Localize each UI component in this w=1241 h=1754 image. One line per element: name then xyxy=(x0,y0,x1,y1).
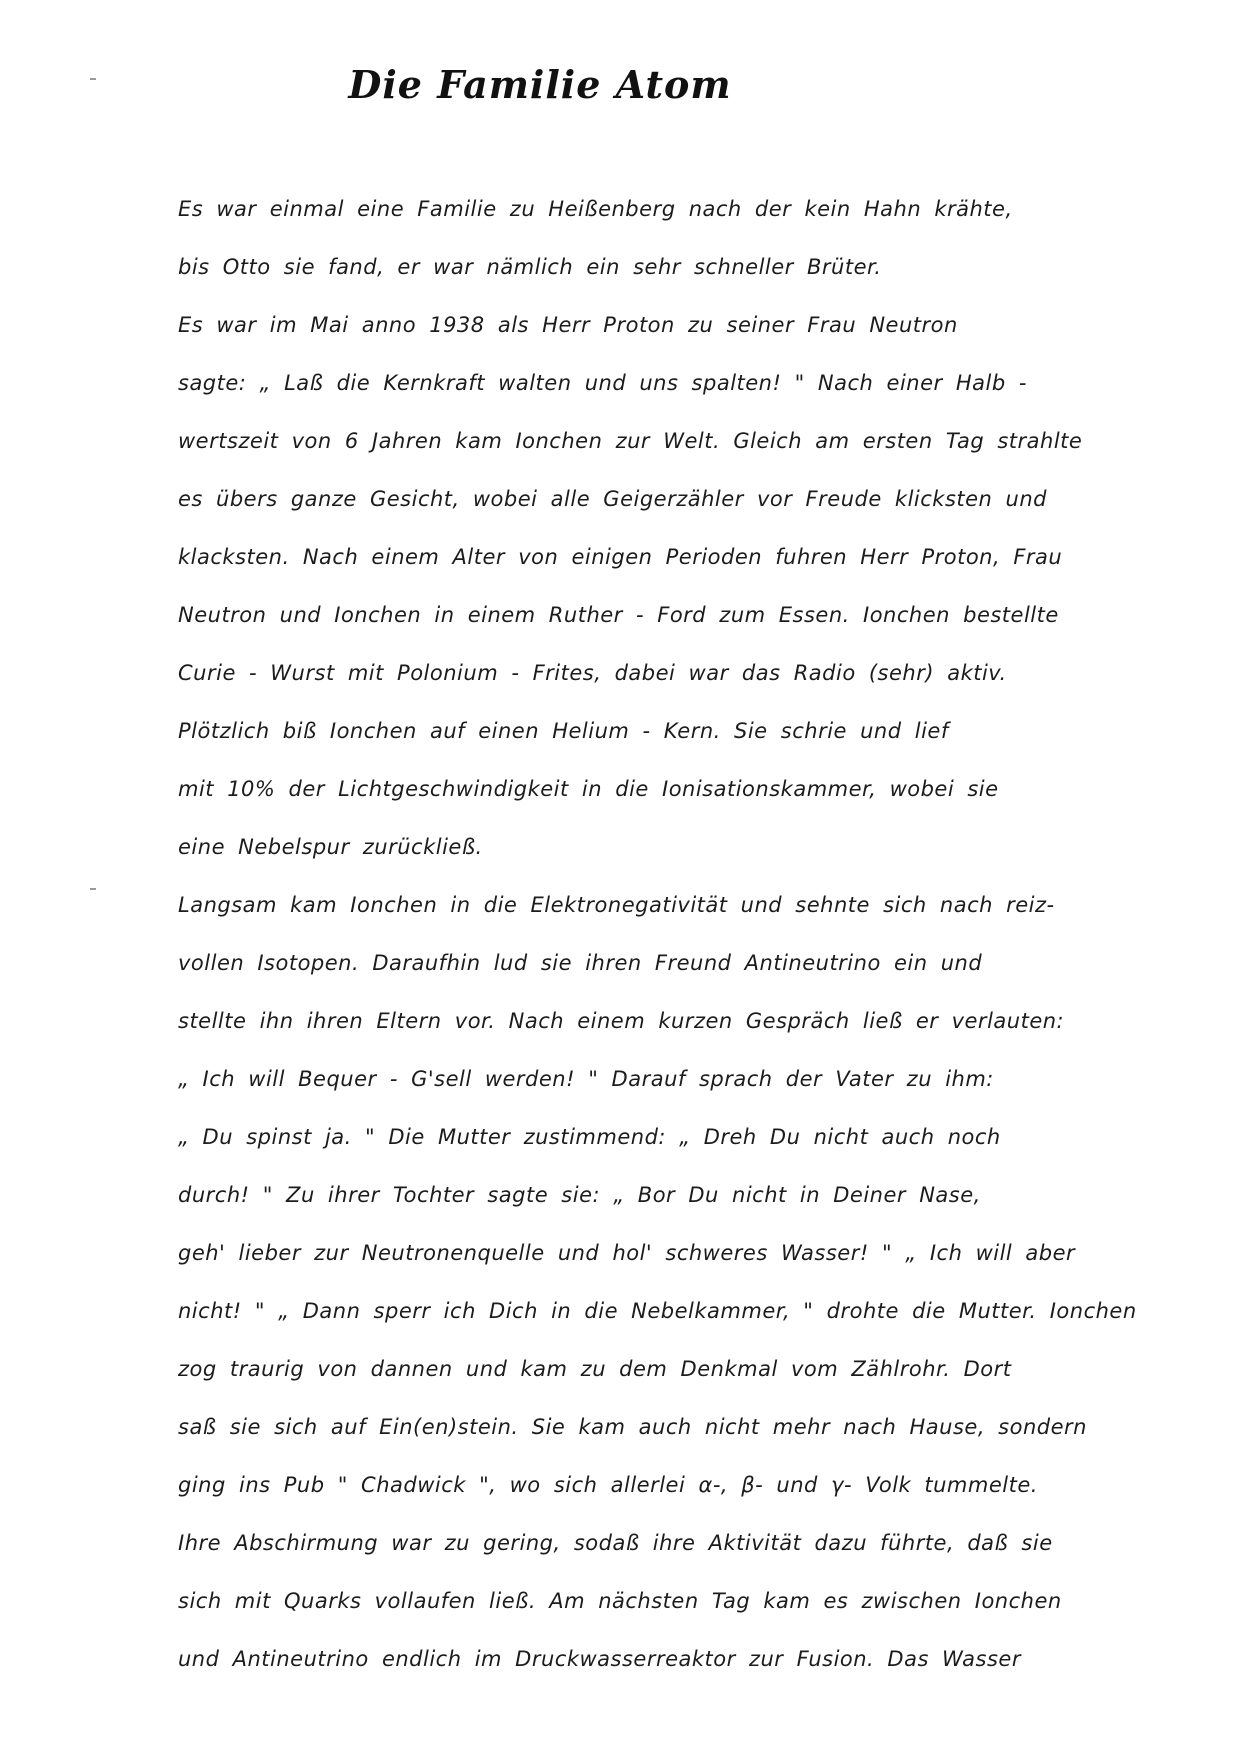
scan-mark xyxy=(90,888,96,890)
text-line: wertszeit von 6 Jahren kam Ionchen zur Welt. Gleich am ersten Tag strahlte xyxy=(178,429,1083,453)
text-line: Langsam kam Ionchen in die Elektronegativität und sehnte sich nach reiz- xyxy=(178,893,1055,917)
text-line: klacksten. Nach einem Alter von einigen Perioden fuhren Herr Proton, Frau xyxy=(178,545,1063,569)
text-line: eine Nebelspur zurückließ. xyxy=(178,835,483,859)
text-line: Ihre Abschirmung war zu gering, sodaß ihre Aktivität dazu führte, daß sie xyxy=(178,1531,1053,1555)
text-line: und Antineutrino endlich im Druckwasserreaktor zur Fusion. Das Wasser xyxy=(178,1647,1021,1671)
text-line: bis Otto sie fand, er war nämlich ein sehr schneller Brüter. xyxy=(178,255,882,279)
text-line: geh' lieber zur Neutronenquelle und hol' schweres Wasser! " „ Ich will aber xyxy=(178,1241,1076,1265)
page-title: Die Familie Atom xyxy=(348,62,732,107)
text-line: Neutron und Ionchen in einem Ruther - Ford zum Essen. Ionchen bestellte xyxy=(178,603,1059,627)
text-line: stellte ihn ihren Eltern vor. Nach einem kurzen Gespräch ließ er verlauten: xyxy=(178,1009,1065,1033)
text-line: es übers ganze Gesicht, wobei alle Geigerzähler vor Freude klicksten und xyxy=(178,487,1047,511)
text-line: saß sie sich auf Ein(en)stein. Sie kam auch nicht mehr nach Hause, sondern xyxy=(178,1415,1087,1439)
text-line: vollen Isotopen. Daraufhin lud sie ihren Freund Antineutrino ein und xyxy=(178,951,983,975)
text-line: ging ins Pub " Chadwick ", wo sich allerlei α-, β- und γ- Volk tummelte. xyxy=(178,1473,1038,1497)
text-line: „ Du spinst ja. " Die Mutter zustimmend: „ Dreh Du nicht auch noch xyxy=(178,1125,1001,1149)
text-line: zog traurig von dannen und kam zu dem Denkmal vom Zählrohr. Dort xyxy=(178,1357,1012,1381)
text-line: Curie - Wurst mit Polonium - Frites, dabei war das Radio (sehr) aktiv. xyxy=(178,661,1007,685)
text-line: Plötzlich biß Ionchen auf einen Helium - Kern. Sie schrie und lief xyxy=(178,719,949,743)
text-line: Es war einmal eine Familie zu Heißenberg nach der kein Hahn krähte, xyxy=(178,197,1013,221)
text-line: durch! " Zu ihrer Tochter sagte sie: „ Bor Du nicht in Deiner Nase, xyxy=(178,1183,981,1207)
text-line: sich mit Quarks vollaufen ließ. Am nächsten Tag kam es zwischen Ionchen xyxy=(178,1589,1062,1613)
text-line: „ Ich will Bequer - G'sell werden! " Darauf sprach der Vater zu ihm: xyxy=(178,1067,994,1091)
text-line: nicht! " „ Dann sperr ich Dich in die Nebelkammer, " drohte die Mutter. Ionchen xyxy=(178,1299,1137,1323)
text-line: sagte: „ Laß die Kernkraft walten und uns spalten! " Nach einer Halb - xyxy=(178,371,1027,395)
text-body xyxy=(178,180,1137,1688)
text-line: Es war im Mai anno 1938 als Herr Proton zu seiner Frau Neutron xyxy=(178,313,958,337)
text-line: mit 10% der Lichtgeschwindigkeit in die Ionisationskammer, wobei sie xyxy=(178,777,999,801)
